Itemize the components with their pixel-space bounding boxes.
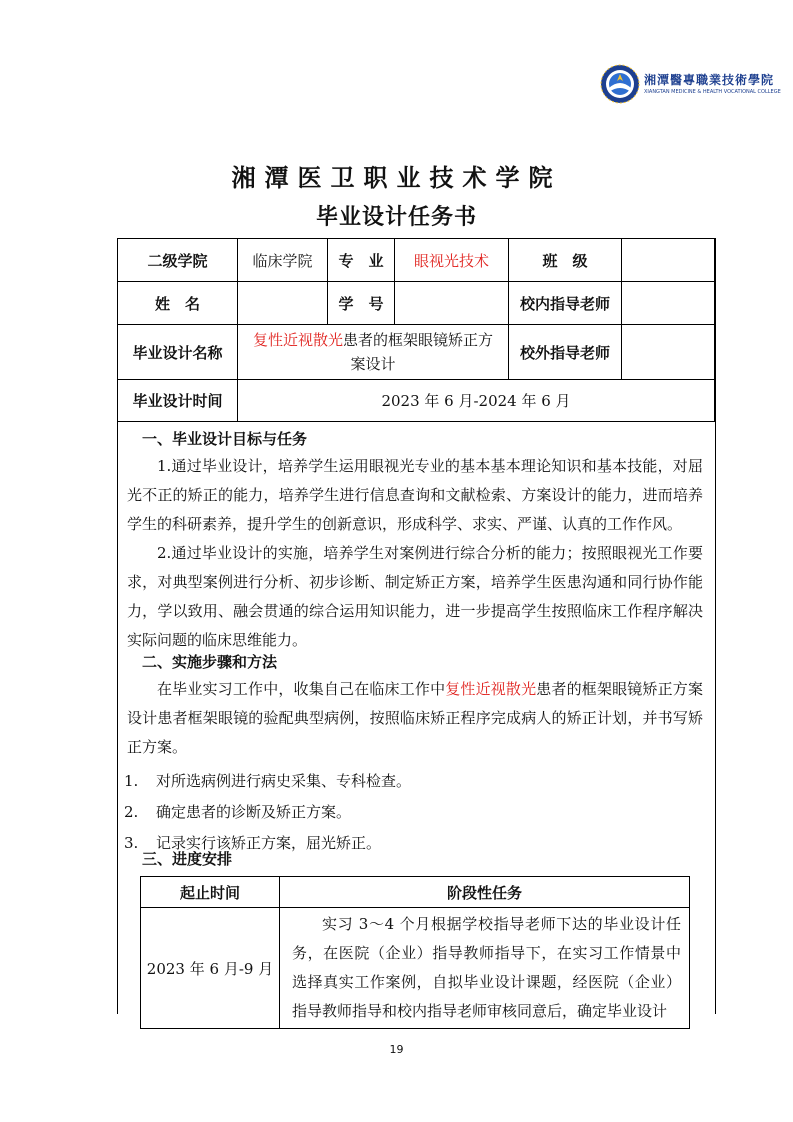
section-1-paragraph-2: 2.通过毕业设计的实施，培养学生对案例进行综合分析的能力；按照眼视光工作要求，对典型案例进行分析、初步诊断、制定矫正方案，培养学生医患沟通和同行协作能力，学以致用、融会贯通的综合运用知识能力，进一步提高学生按照临床工作程序解决实际问题的临床思维能力。	[127, 544, 703, 649]
major-label: 专 业	[328, 239, 395, 282]
section-1-paragraph-1: 1.通过毕业设计，培养学生运用眼视光专业的基本基本理论知识和基本技能，对屈光不正的矫正的能力，培养学生进行信息查询和文献检索、方案设计的能力，进而培养学生的科研素养，提升学生的创新意识，形成科学、求实、严谨、认真的工作作风。	[127, 457, 703, 533]
school-emblem-icon	[600, 64, 640, 104]
page-number: 19	[389, 1043, 404, 1056]
section-2-intro-after: 患者的框架眼镜矫正方案设计患者框架眼镜的验配典型病例，按照临床矫正程序完成病人的矫正计划，并书写矫正方案。	[127, 680, 703, 756]
info-row-college	[118, 239, 715, 282]
name-label: 姓 名	[118, 282, 238, 325]
school-logo	[600, 64, 781, 108]
time-label: 毕业设计时间	[118, 380, 238, 422]
major-value: 眼视光技术	[395, 239, 509, 282]
design-name-value	[238, 325, 509, 380]
internal-advisor-label: 校内指导老师	[509, 282, 622, 325]
section-2-heading: 二、实施步骤和方法	[142, 653, 278, 671]
section-2-intro	[118, 675, 715, 762]
info-table	[117, 238, 715, 422]
section-3	[118, 848, 715, 869]
step-item	[118, 770, 715, 791]
external-advisor-label: 校外指导老师	[509, 325, 622, 380]
schedule-row-time: 2023 年 6 月-9 月	[141, 908, 280, 1029]
student-id-label: 学 号	[328, 282, 395, 325]
page-subtitle: 毕业设计任务书	[315, 205, 477, 230]
step-item	[118, 801, 715, 822]
section-2	[118, 651, 715, 853]
internal-advisor-value	[622, 282, 715, 325]
class-value	[622, 239, 715, 282]
section-1	[118, 428, 715, 655]
section-1-heading: 一、毕业设计目标与任务	[142, 430, 308, 448]
schedule-table	[140, 876, 690, 1029]
section-2-intro-highlight: 复性近视散光	[445, 680, 537, 698]
external-advisor-value	[622, 325, 715, 380]
step-number: 3.	[124, 834, 139, 852]
info-row-time	[118, 380, 715, 422]
school-name-en: XIANGTAN MEDICINE & HEALTH VOCATIONAL COLLEGE	[644, 89, 781, 95]
schedule-header-row	[141, 877, 690, 908]
design-name-rest: 患者的框架眼镜矫正方案设计	[343, 331, 494, 373]
class-label: 班 级	[509, 239, 622, 282]
info-row-name	[118, 282, 715, 325]
school-name-cn: 湘潭醫專職業技術學院	[644, 73, 775, 87]
step-text: 确定患者的诊断及矫正方案。	[156, 803, 352, 821]
college-value: 临床学院	[238, 239, 328, 282]
step-number: 2.	[124, 803, 139, 821]
design-name-highlight: 复性近视散光	[252, 331, 343, 349]
step-number: 1.	[124, 772, 139, 790]
schedule-col-time: 起止时间	[141, 877, 280, 908]
college-label: 二级学院	[118, 239, 238, 282]
design-name-label: 毕业设计名称	[118, 325, 238, 380]
info-row-design	[118, 325, 715, 380]
time-value: 2023 年 6 月-2024 年 6 月	[238, 380, 715, 422]
section-3-heading: 三、进度安排	[142, 850, 233, 868]
step-text: 记录实行该矫正方案，屈光矫正。	[156, 834, 382, 852]
schedule-col-task: 阶段性任务	[280, 877, 690, 908]
section-2-intro-before: 在毕业实习工作中，收集自己在临床工作中	[157, 680, 446, 698]
student-id-value	[395, 282, 509, 325]
step-text: 对所选病例进行病史采集、专科检查。	[156, 772, 412, 790]
name-value	[238, 282, 328, 325]
schedule-row-task: 实习 3～4 个月根据学校指导老师下达的毕业设计任务，在医院（企业）指导教师指导下，在实习工作情景中选择真实工作案例，自拟毕业设计课题，经医院（企业）指导教师指导和校内指导老师审核同意后，确定毕业设计	[280, 908, 690, 1029]
schedule-row	[141, 908, 690, 1029]
page-title: 湘潭医卫职业技术学院	[231, 164, 562, 192]
